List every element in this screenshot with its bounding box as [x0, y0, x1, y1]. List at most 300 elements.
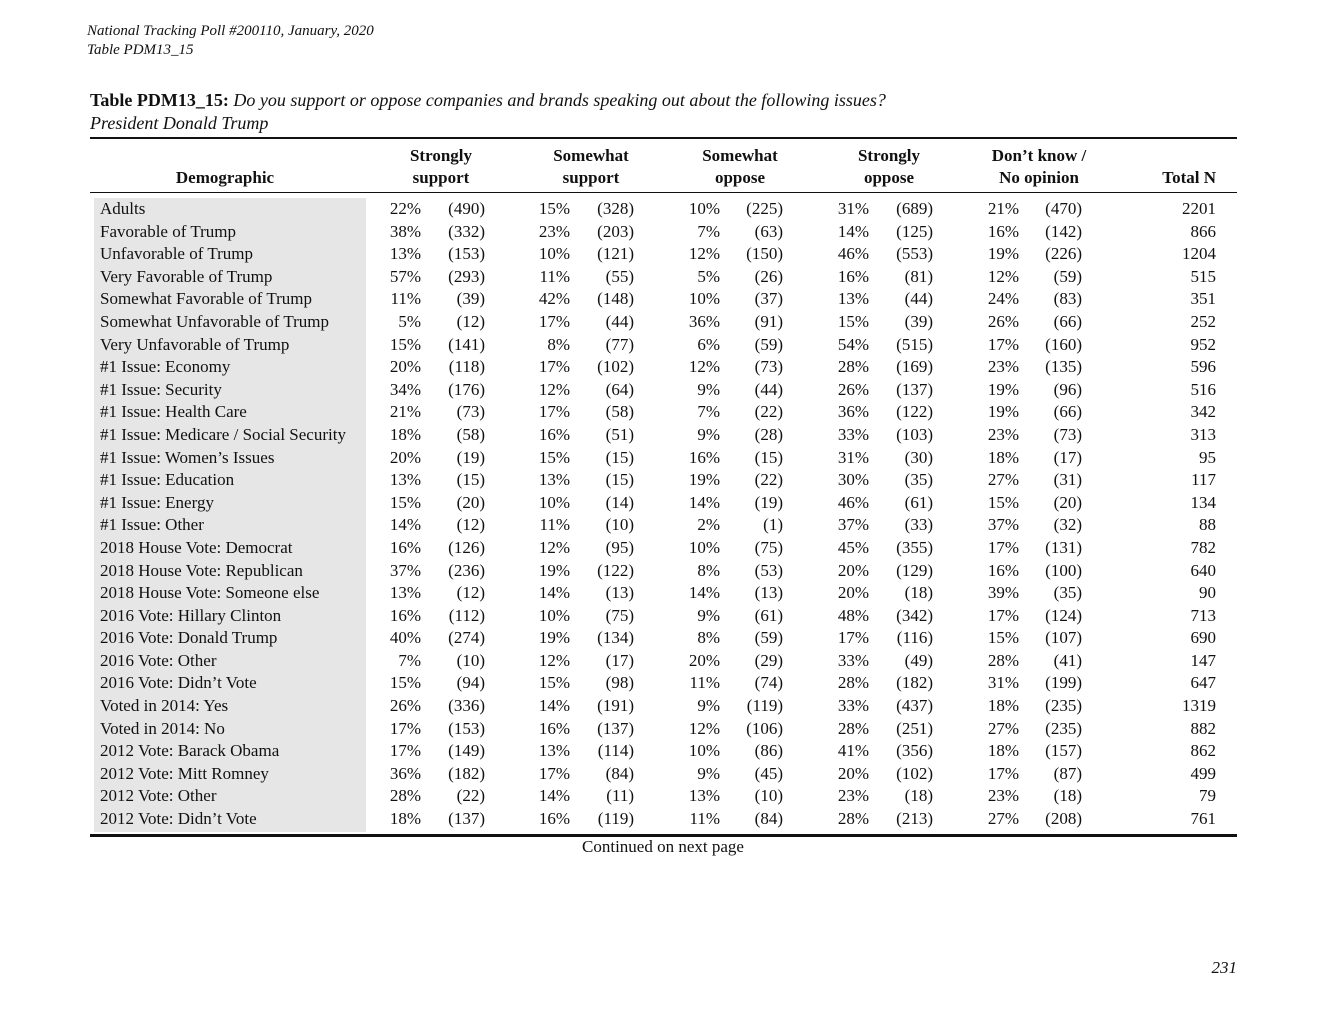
cell-percent: 10% — [688, 741, 720, 761]
cell-count: (81) — [904, 266, 933, 286]
cell-percent: 9% — [697, 424, 720, 444]
cell-count: (31) — [1053, 470, 1082, 490]
cell-percent: 33% — [837, 696, 869, 716]
cell-percent: 12% — [538, 379, 570, 399]
cell-percent: 14% — [688, 583, 720, 603]
cell-total-n: 782 — [1190, 537, 1216, 557]
cell-count: (32) — [1053, 515, 1082, 535]
cell-percent: 23% — [837, 786, 869, 806]
cell-total-n: 2201 — [1182, 199, 1216, 218]
cell-percent: 11% — [689, 673, 720, 693]
cell-percent: 8% — [697, 560, 720, 580]
cell-count: (64) — [605, 379, 634, 399]
cell-percent: 2% — [697, 515, 720, 535]
table-row — [0, 492, 1320, 515]
cell-count: (226) — [1045, 244, 1082, 264]
row-label: #1 Issue: Security — [100, 379, 222, 399]
table-row — [0, 424, 1320, 447]
table-row — [0, 785, 1320, 808]
cell-percent: 14% — [389, 515, 421, 535]
table-header-rule — [90, 192, 1237, 193]
cell-count: (45) — [754, 763, 783, 783]
cell-percent: 46% — [837, 492, 869, 512]
row-label: #1 Issue: Health Care — [100, 402, 247, 422]
table-row — [0, 221, 1320, 244]
cell-count: (66) — [1053, 402, 1082, 422]
cell-percent: 15% — [538, 447, 570, 467]
cell-count: (182) — [896, 673, 933, 693]
cell-percent: 28% — [837, 673, 869, 693]
row-label: 2016 Vote: Hillary Clinton — [100, 605, 282, 625]
cell-percent: 12% — [688, 357, 720, 377]
row-label: Adults — [100, 199, 146, 218]
cell-total-n: 499 — [1190, 763, 1216, 783]
cell-count: (19) — [456, 447, 485, 467]
cell-count: (13) — [605, 583, 634, 603]
cell-total-n: 515 — [1190, 266, 1216, 286]
cell-percent: 48% — [837, 605, 869, 625]
cell-total-n: 952 — [1190, 334, 1216, 354]
cell-total-n: 252 — [1190, 311, 1216, 331]
cell-count: (356) — [896, 741, 933, 761]
cell-percent: 14% — [538, 583, 570, 603]
header-line: Somewhat — [702, 146, 778, 165]
cell-count: (96) — [1053, 379, 1082, 399]
cell-total-n: 516 — [1190, 379, 1216, 399]
cell-percent: 15% — [987, 492, 1019, 512]
cell-count: (235) — [1045, 696, 1082, 716]
table-id: Table PDM13_15 — [87, 42, 194, 58]
cell-percent: 17% — [987, 334, 1019, 354]
cell-percent: 37% — [837, 515, 869, 535]
page-number: 231 — [1211, 958, 1237, 977]
cell-percent: 33% — [837, 650, 869, 670]
cell-percent: 38% — [389, 221, 421, 241]
cell-percent: 8% — [697, 628, 720, 648]
cell-percent: 16% — [837, 266, 869, 286]
cell-count: (274) — [448, 628, 485, 648]
row-label: #1 Issue: Energy — [100, 492, 214, 512]
row-label: Somewhat Unfavorable of Trump — [100, 311, 330, 331]
cell-percent: 7% — [398, 650, 421, 670]
table-row — [0, 740, 1320, 763]
table-row — [0, 243, 1320, 266]
cell-percent: 41% — [837, 741, 869, 761]
cell-percent: 33% — [837, 424, 869, 444]
cell-count: (53) — [754, 560, 783, 580]
cell-count: (142) — [1045, 221, 1082, 241]
cell-percent: 17% — [538, 357, 570, 377]
table-row — [0, 605, 1320, 628]
cell-count: (98) — [605, 673, 634, 693]
cell-percent: 19% — [688, 470, 720, 490]
cell-total-n: 640 — [1190, 560, 1216, 580]
column-header-demographic: Demographic — [175, 168, 275, 187]
row-label: Favorable of Trump — [100, 221, 236, 241]
cell-percent: 12% — [688, 718, 720, 738]
cell-percent: 31% — [987, 673, 1019, 693]
cell-count: (83) — [1053, 289, 1082, 309]
table-row — [0, 627, 1320, 650]
cell-percent: 26% — [987, 311, 1019, 331]
cell-count: (17) — [605, 650, 634, 670]
cell-percent: 16% — [987, 221, 1019, 241]
table-row — [0, 198, 1320, 221]
table-row — [0, 514, 1320, 537]
cell-total-n: 90 — [1199, 583, 1216, 603]
row-label: 2012 Vote: Mitt Romney — [100, 763, 269, 783]
cell-percent: 57% — [389, 266, 421, 286]
cell-count: (148) — [597, 289, 634, 309]
header-line: Strongly — [409, 146, 473, 165]
cell-percent: 12% — [987, 266, 1019, 286]
cell-count: (66) — [1053, 311, 1082, 331]
cell-total-n: 79 — [1199, 786, 1216, 806]
cell-count: (44) — [904, 289, 933, 309]
cell-percent: 12% — [538, 537, 570, 557]
cell-percent: 39% — [987, 583, 1019, 603]
cell-count: (169) — [896, 357, 933, 377]
cell-count: (44) — [754, 379, 783, 399]
cell-count: (20) — [456, 492, 485, 512]
running-header — [87, 22, 374, 60]
cell-count: (61) — [904, 492, 933, 512]
cell-percent: 15% — [389, 492, 421, 512]
cell-percent: 16% — [538, 718, 570, 738]
cell-total-n: 761 — [1190, 809, 1216, 829]
cell-percent: 13% — [688, 786, 720, 806]
cell-percent: 20% — [837, 583, 869, 603]
cell-count: (191) — [597, 696, 634, 716]
header-line: support — [412, 168, 470, 187]
cell-percent: 16% — [538, 809, 570, 829]
table-row — [0, 560, 1320, 583]
cell-percent: 31% — [837, 447, 869, 467]
cell-count: (13) — [754, 583, 783, 603]
cell-count: (59) — [1053, 266, 1082, 286]
table-row — [0, 582, 1320, 605]
cell-count: (125) — [896, 221, 933, 241]
cell-count: (12) — [456, 583, 485, 603]
cell-percent: 40% — [389, 628, 421, 648]
cell-count: (18) — [904, 786, 933, 806]
cell-count: (121) — [597, 244, 634, 264]
cell-count: (58) — [456, 424, 485, 444]
cell-total-n: 351 — [1190, 289, 1216, 309]
cell-percent: 36% — [688, 311, 720, 331]
poll-title: National Tracking Poll #200110, January, 2020 — [87, 23, 374, 39]
cell-count: (131) — [1045, 537, 1082, 557]
cell-count: (12) — [456, 515, 485, 535]
cell-count: (10) — [605, 515, 634, 535]
cell-total-n: 882 — [1190, 718, 1216, 738]
row-label: 2018 House Vote: Someone else — [100, 583, 320, 603]
cell-percent: 14% — [538, 786, 570, 806]
cell-total-n: 1319 — [1182, 696, 1216, 716]
table-row — [0, 469, 1320, 492]
cell-percent: 15% — [987, 628, 1019, 648]
cell-count: (124) — [1045, 605, 1082, 625]
cell-count: (35) — [1053, 583, 1082, 603]
cell-count: (55) — [605, 266, 634, 286]
caption-subtitle: President Donald Trump — [90, 113, 269, 133]
cell-total-n: 147 — [1190, 650, 1216, 670]
cell-percent: 20% — [389, 447, 421, 467]
cell-count: (77) — [605, 334, 634, 354]
cell-count: (15) — [605, 447, 634, 467]
cell-count: (553) — [896, 244, 933, 264]
cell-count: (15) — [456, 470, 485, 490]
row-label: 2016 Vote: Didn’t Vote — [100, 673, 257, 693]
cell-percent: 15% — [389, 334, 421, 354]
cell-percent: 37% — [389, 560, 421, 580]
cell-percent: 18% — [987, 447, 1019, 467]
cell-percent: 14% — [837, 221, 869, 241]
column-header-strongly-support — [366, 145, 516, 189]
header-line: oppose — [714, 168, 766, 187]
table-row — [0, 763, 1320, 786]
cell-count: (18) — [1053, 786, 1082, 806]
cell-count: (437) — [896, 696, 933, 716]
cell-count: (59) — [754, 628, 783, 648]
cell-percent: 16% — [688, 447, 720, 467]
cell-percent: 37% — [987, 515, 1019, 535]
cell-count: (149) — [448, 741, 485, 761]
cell-percent: 36% — [389, 763, 421, 783]
cell-count: (129) — [896, 560, 933, 580]
cell-count: (84) — [754, 809, 783, 829]
cell-count: (141) — [448, 334, 485, 354]
cell-count: (112) — [448, 605, 485, 625]
cell-percent: 54% — [837, 334, 869, 354]
cell-count: (107) — [1045, 628, 1082, 648]
cell-percent: 28% — [389, 786, 421, 806]
cell-percent: 28% — [837, 357, 869, 377]
cell-count: (251) — [896, 718, 933, 738]
cell-count: (39) — [904, 311, 933, 331]
header-line: No opinion — [999, 168, 1079, 187]
cell-percent: 17% — [837, 628, 869, 648]
cell-percent: 9% — [697, 605, 720, 625]
cell-count: (12) — [456, 311, 485, 331]
cell-percent: 16% — [389, 605, 421, 625]
cell-percent: 34% — [389, 379, 421, 399]
cell-count: (150) — [746, 244, 783, 264]
cell-percent: 15% — [538, 199, 570, 218]
cell-percent: 20% — [688, 650, 720, 670]
table-row — [0, 650, 1320, 673]
cell-count: (328) — [597, 199, 634, 218]
table-row — [0, 537, 1320, 560]
cell-percent: 31% — [837, 199, 869, 218]
cell-percent: 27% — [987, 809, 1019, 829]
cell-count: (203) — [597, 221, 634, 241]
cell-count: (153) — [448, 244, 485, 264]
cell-count: (58) — [605, 402, 634, 422]
cell-percent: 27% — [987, 470, 1019, 490]
cell-count: (75) — [605, 605, 634, 625]
cell-count: (61) — [754, 605, 783, 625]
column-header-strongly-oppose — [814, 145, 964, 189]
cell-count: (19) — [754, 492, 783, 512]
header-line: Strongly — [857, 146, 921, 165]
column-header-dont-know — [964, 145, 1114, 189]
cell-percent: 23% — [987, 424, 1019, 444]
cell-count: (176) — [448, 379, 485, 399]
table-row — [0, 447, 1320, 470]
cell-count: (208) — [1045, 809, 1082, 829]
cell-percent: 16% — [538, 424, 570, 444]
cell-total-n: 95 — [1199, 447, 1216, 467]
cell-total-n: 596 — [1190, 357, 1216, 377]
cell-count: (213) — [896, 809, 933, 829]
cell-percent: 17% — [389, 741, 421, 761]
cell-percent: 11% — [539, 515, 570, 535]
row-label: 2012 Vote: Barack Obama — [100, 741, 280, 761]
cell-percent: 17% — [987, 537, 1019, 557]
cell-percent: 16% — [987, 560, 1019, 580]
table-row — [0, 288, 1320, 311]
cell-percent: 10% — [538, 244, 570, 264]
row-label: #1 Issue: Medicare / Social Security — [100, 424, 346, 444]
cell-total-n: 713 — [1190, 605, 1216, 625]
cell-percent: 22% — [389, 199, 421, 218]
cell-count: (236) — [448, 560, 485, 580]
cell-percent: 13% — [538, 470, 570, 490]
cell-count: (126) — [448, 537, 485, 557]
row-label: #1 Issue: Economy — [100, 357, 231, 377]
cell-count: (137) — [896, 379, 933, 399]
cell-percent: 7% — [697, 402, 720, 422]
table-row — [0, 401, 1320, 424]
cell-count: (84) — [605, 763, 634, 783]
row-label: 2016 Vote: Donald Trump — [100, 628, 278, 648]
header-line: oppose — [863, 168, 915, 187]
cell-count: (135) — [1045, 357, 1082, 377]
cell-count: (20) — [1053, 492, 1082, 512]
cell-percent: 28% — [837, 718, 869, 738]
row-label: 2018 House Vote: Republican — [100, 560, 303, 580]
cell-count: (122) — [896, 402, 933, 422]
row-label: Somewhat Favorable of Trump — [100, 289, 313, 309]
cell-total-n: 134 — [1190, 492, 1216, 512]
cell-percent: 17% — [987, 605, 1019, 625]
cell-count: (119) — [746, 696, 783, 716]
column-header-total-n: Total N — [1162, 168, 1216, 187]
cell-count: (15) — [605, 470, 634, 490]
cell-percent: 45% — [837, 537, 869, 557]
cell-percent: 19% — [987, 379, 1019, 399]
cell-percent: 26% — [837, 379, 869, 399]
table-body — [0, 198, 1320, 831]
cell-percent: 11% — [689, 809, 720, 829]
cell-percent: 10% — [538, 492, 570, 512]
cell-percent: 10% — [688, 537, 720, 557]
cell-percent: 7% — [697, 221, 720, 241]
cell-count: (182) — [448, 763, 485, 783]
table-row — [0, 808, 1320, 831]
caption-question: Do you support or oppose companies and brands speaking out about the following issues? — [233, 90, 886, 110]
cell-count: (515) — [896, 334, 933, 354]
cell-percent: 13% — [389, 583, 421, 603]
table-row — [0, 266, 1320, 289]
cell-count: (336) — [448, 696, 485, 716]
cell-count: (11) — [606, 786, 634, 806]
cell-percent: 20% — [389, 357, 421, 377]
cell-percent: 18% — [987, 741, 1019, 761]
cell-percent: 16% — [389, 537, 421, 557]
cell-percent: 10% — [688, 289, 720, 309]
cell-count: (102) — [597, 357, 634, 377]
cell-percent: 24% — [987, 289, 1019, 309]
table-row — [0, 695, 1320, 718]
cell-count: (33) — [904, 515, 933, 535]
continued-note: Continued on next page — [582, 837, 744, 856]
cell-count: (26) — [754, 266, 783, 286]
cell-count: (75) — [754, 537, 783, 557]
cell-percent: 5% — [697, 266, 720, 286]
caption-label: Table PDM13_15: — [90, 90, 229, 110]
cell-count: (102) — [896, 763, 933, 783]
cell-percent: 26% — [389, 696, 421, 716]
cell-count: (29) — [754, 650, 783, 670]
cell-count: (22) — [456, 786, 485, 806]
cell-percent: 15% — [389, 673, 421, 693]
row-label: #1 Issue: Other — [100, 515, 204, 535]
cell-percent: 19% — [538, 560, 570, 580]
cell-count: (37) — [754, 289, 783, 309]
row-label: Unfavorable of Trump — [100, 244, 253, 264]
cell-count: (95) — [605, 537, 634, 557]
cell-count: (10) — [456, 650, 485, 670]
cell-count: (118) — [448, 357, 485, 377]
cell-percent: 9% — [697, 379, 720, 399]
cell-percent: 13% — [389, 470, 421, 490]
cell-count: (490) — [448, 199, 485, 218]
cell-percent: 36% — [837, 402, 869, 422]
header-line: support — [562, 168, 620, 187]
cell-count: (51) — [605, 424, 634, 444]
cell-percent: 28% — [837, 809, 869, 829]
cell-percent: 20% — [837, 560, 869, 580]
row-label: 2012 Vote: Other — [100, 786, 217, 806]
cell-percent: 42% — [538, 289, 570, 309]
cell-count: (293) — [448, 266, 485, 286]
cell-percent: 27% — [987, 718, 1019, 738]
cell-percent: 13% — [389, 244, 421, 264]
cell-percent: 46% — [837, 244, 869, 264]
cell-count: (106) — [746, 718, 783, 738]
cell-count: (35) — [904, 470, 933, 490]
column-header-somewhat-support — [516, 145, 666, 189]
cell-percent: 23% — [987, 357, 1019, 377]
cell-count: (103) — [896, 424, 933, 444]
cell-count: (137) — [597, 718, 634, 738]
cell-percent: 14% — [538, 696, 570, 716]
cell-count: (22) — [754, 470, 783, 490]
cell-percent: 21% — [389, 402, 421, 422]
header-line: Don’t know / — [991, 146, 1087, 165]
table-row — [0, 311, 1320, 334]
cell-percent: 19% — [987, 244, 1019, 264]
cell-count: (199) — [1045, 673, 1082, 693]
cell-count: (119) — [597, 809, 634, 829]
table-caption — [90, 89, 886, 135]
cell-percent: 23% — [987, 786, 1019, 806]
cell-count: (73) — [1053, 424, 1082, 444]
cell-count: (137) — [448, 809, 485, 829]
cell-count: (41) — [1053, 650, 1082, 670]
